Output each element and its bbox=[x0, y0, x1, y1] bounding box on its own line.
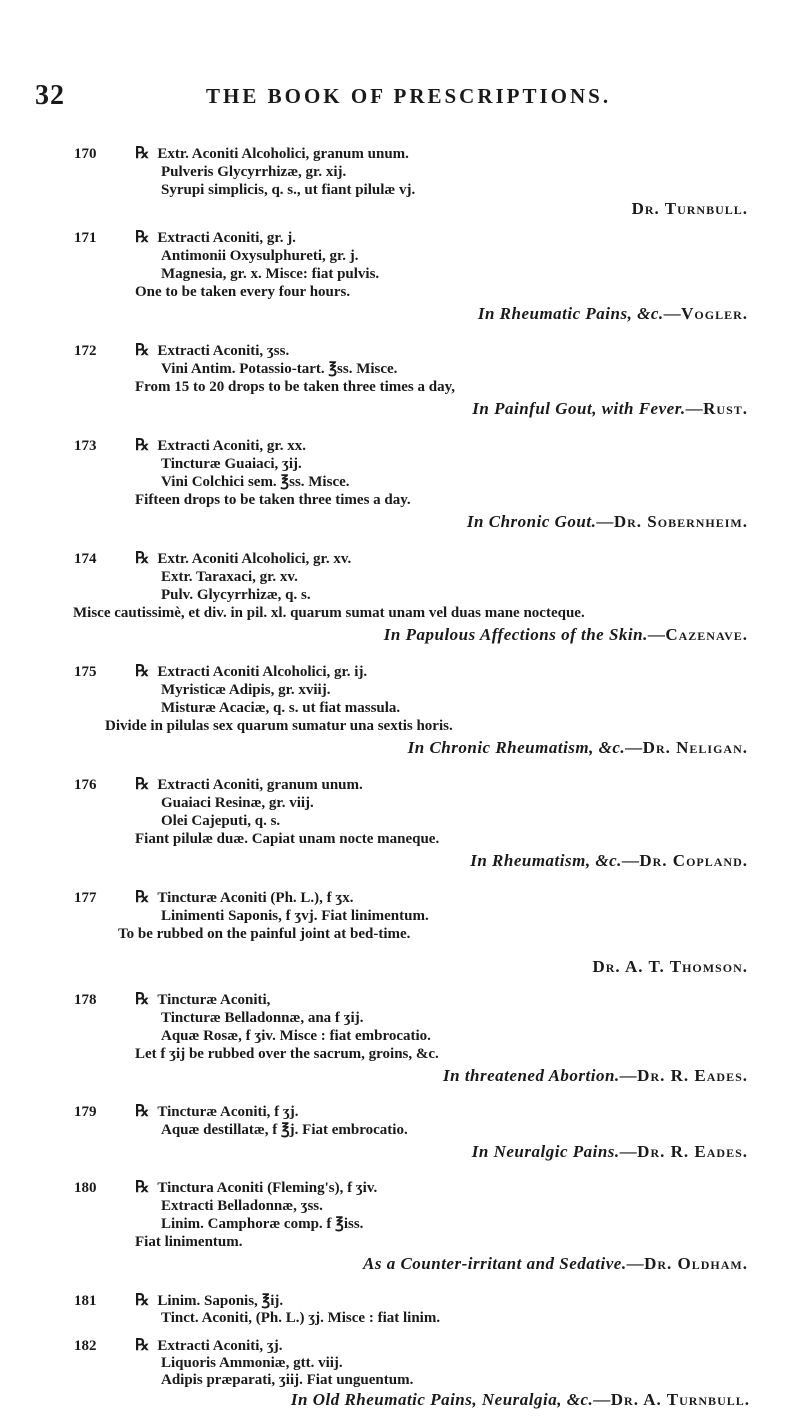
running-title: THE BOOK OF PRESCRIPTIONS. bbox=[206, 84, 612, 108]
directions-line: One to be taken every four hours. bbox=[135, 284, 351, 300]
prescription-first-line: ℞ Tincturæ Aconiti, bbox=[135, 991, 271, 1008]
directions-line: Divide in pilulas sex quarum sumatur una sextis horis. bbox=[105, 718, 453, 734]
ingredient-line: Extr. Taraxaci, gr. xv. bbox=[161, 569, 298, 585]
ingredient-line: Aquæ destillatæ, f ℥j. Fiat embrocatio. bbox=[161, 1122, 408, 1138]
recipe-symbol-icon: ℞ bbox=[135, 663, 150, 680]
ingredient-line: Pulveris Glycyrrhizæ, gr. xij. bbox=[161, 164, 347, 180]
attribution: In Painful Gout, with Fever.—Rust. bbox=[472, 399, 748, 418]
prescription-number: 181 bbox=[74, 1293, 97, 1309]
ingredient-line: Vini Antim. Potassio-tart. ℥ss. Misce. bbox=[161, 361, 398, 377]
directions-line: Misce cautissimè, et div. in pil. xl. quarum sumat unam vel duas mane nocteque. bbox=[73, 605, 585, 621]
prescription-first-line: ℞ Extracti Aconiti, granum unum. bbox=[135, 776, 363, 793]
prescription-number: 170 bbox=[74, 146, 97, 162]
ingredient-line: Magnesia, gr. x. Misce: fiat pulvis. bbox=[161, 266, 380, 282]
ingredient-line: Adipis præparati, ʒiij. Fiat unguentum. bbox=[161, 1372, 414, 1388]
ingredient-line: Extracti Belladonnæ, ʒss. bbox=[161, 1198, 323, 1214]
directions-line: From 15 to 20 drops to be taken three times a day, bbox=[135, 379, 455, 395]
directions-line: To be rubbed on the painful joint at bed-time. bbox=[118, 926, 411, 942]
prescription-number: 182 bbox=[74, 1338, 97, 1354]
ingredient-line: Linim. Camphoræ comp. f ℥iss. bbox=[161, 1216, 364, 1232]
prescription-number: 177 bbox=[74, 890, 97, 906]
prescription-number: 178 bbox=[74, 992, 97, 1008]
recipe-symbol-icon: ℞ bbox=[135, 229, 150, 246]
prescription-first-line: ℞ Tinctura Aconiti (Fleming's), f ʒiv. bbox=[135, 1179, 378, 1196]
attribution: In Chronic Rheumatism, &c.—Dr. Neligan. bbox=[407, 738, 748, 757]
prescription-first-line: ℞ Tincturæ Aconiti, f ʒj. bbox=[135, 1103, 299, 1120]
attribution: In Rheumatism, &c.—Dr. Copland. bbox=[470, 851, 748, 870]
recipe-symbol-icon: ℞ bbox=[135, 550, 150, 567]
prescription-number: 172 bbox=[74, 343, 97, 359]
ingredient-line: Tincturæ Guaiaci, ʒij. bbox=[161, 456, 302, 472]
recipe-symbol-icon: ℞ bbox=[135, 991, 150, 1008]
prescription-first-line: ℞ Tincturæ Aconiti (Ph. L.), f ʒx. bbox=[135, 889, 354, 906]
ingredient-line: Pulv. Glycyrrhizæ, q. s. bbox=[161, 587, 311, 603]
ingredient-line: Misturæ Acaciæ, q. s. ut fiat massula. bbox=[161, 700, 401, 716]
recipe-symbol-icon: ℞ bbox=[135, 776, 150, 793]
prescription-first-line: ℞ Extracti Aconiti Alcoholici, gr. ij. bbox=[135, 663, 368, 680]
prescription-first-line: ℞ Extracti Aconiti, gr. xx. bbox=[135, 437, 306, 454]
page-header bbox=[0, 80, 800, 114]
attribution: In Neuralgic Pains.—Dr. R. Eades. bbox=[471, 1142, 748, 1161]
ingredient-line: Linimenti Saponis, f ʒvj. Fiat linimentum. bbox=[161, 908, 429, 924]
prescription-first-line: ℞ Extr. Aconiti Alcoholici, gr. xv. bbox=[135, 550, 352, 567]
prescription-number: 171 bbox=[74, 230, 97, 246]
recipe-symbol-icon: ℞ bbox=[135, 1337, 150, 1354]
ingredient-line: Syrupi simplicis, q. s., ut fiant pilulæ vj. bbox=[161, 182, 416, 198]
prescription-number: 176 bbox=[74, 777, 97, 793]
ingredient-line: Myristicæ Adipis, gr. xviij. bbox=[161, 682, 331, 698]
recipe-symbol-icon: ℞ bbox=[135, 1179, 150, 1196]
prescription-number: 179 bbox=[74, 1104, 97, 1120]
attribution: In Papulous Affections of the Skin.—Cazenave. bbox=[383, 625, 748, 644]
ingredient-line: Antimonii Oxysulphureti, gr. j. bbox=[161, 248, 359, 264]
prescription-first-line: ℞ Linim. Saponis, ℥ij. bbox=[135, 1292, 284, 1309]
directions-line: Fiant pilulæ duæ. Capiat unam nocte maneque. bbox=[135, 831, 440, 847]
page-number: 32 bbox=[35, 80, 65, 111]
prescription-first-line: ℞ Extracti Aconiti, ʒss. bbox=[135, 342, 290, 359]
attribution: In Chronic Gout.—Dr. Sobernheim. bbox=[466, 512, 748, 531]
recipe-symbol-icon: ℞ bbox=[135, 1292, 150, 1309]
prescription-number: 180 bbox=[74, 1180, 97, 1196]
ingredient-line: Vini Colchici sem. ℥ss. Misce. bbox=[161, 474, 350, 490]
attribution: In Old Rheumatic Pains, Neuralgia, &c.—Dr. A. Turnbull. bbox=[290, 1390, 750, 1409]
prescription-first-line: ℞ Extracti Aconiti, ʒj. bbox=[135, 1337, 283, 1354]
directions-line: Fifteen drops to be taken three times a day. bbox=[135, 492, 411, 508]
ingredient-line: Guaiaci Resinæ, gr. viij. bbox=[161, 795, 314, 811]
directions-line: Let f ʒij be rubbed over the sacrum, groins, &c. bbox=[135, 1046, 439, 1062]
prescription-first-line: ℞ Extracti Aconiti, gr. j. bbox=[135, 229, 296, 246]
attribution: As a Counter-irritant and Sedative.—Dr. Oldham. bbox=[363, 1254, 748, 1273]
ingredient-line: Olei Cajeputi, q. s. bbox=[161, 813, 281, 829]
ingredient-line: Liquoris Ammoniæ, gtt. viij. bbox=[161, 1355, 343, 1371]
recipe-symbol-icon: ℞ bbox=[135, 145, 150, 162]
attribution: In Rheumatic Pains, &c.—Vogler. bbox=[477, 304, 748, 323]
attribution: Dr. A. T. Thomson. bbox=[592, 957, 748, 976]
prescription-number: 175 bbox=[74, 664, 97, 680]
recipe-symbol-icon: ℞ bbox=[135, 437, 150, 454]
ingredient-line: Tincturæ Belladonnæ, ana f ʒij. bbox=[161, 1010, 364, 1026]
attribution: In threatened Abortion.—Dr. R. Eades. bbox=[443, 1066, 748, 1085]
recipe-symbol-icon: ℞ bbox=[135, 1103, 150, 1120]
recipe-symbol-icon: ℞ bbox=[135, 889, 150, 906]
directions-line: Fiat linimentum. bbox=[135, 1234, 243, 1250]
prescription-number: 174 bbox=[74, 551, 97, 567]
attribution: Dr. Turnbull. bbox=[631, 199, 748, 218]
recipe-symbol-icon: ℞ bbox=[135, 342, 150, 359]
ingredient-line: Tinct. Aconiti, (Ph. L.) ʒj. Misce : fiat linim. bbox=[161, 1310, 441, 1326]
prescription-first-line: ℞ Extr. Aconiti Alcoholici, granum unum. bbox=[135, 145, 409, 162]
ingredient-line: Aquæ Rosæ, f ʒiv. Misce : fiat embrocatio. bbox=[161, 1028, 431, 1044]
prescription-number: 173 bbox=[74, 438, 97, 454]
